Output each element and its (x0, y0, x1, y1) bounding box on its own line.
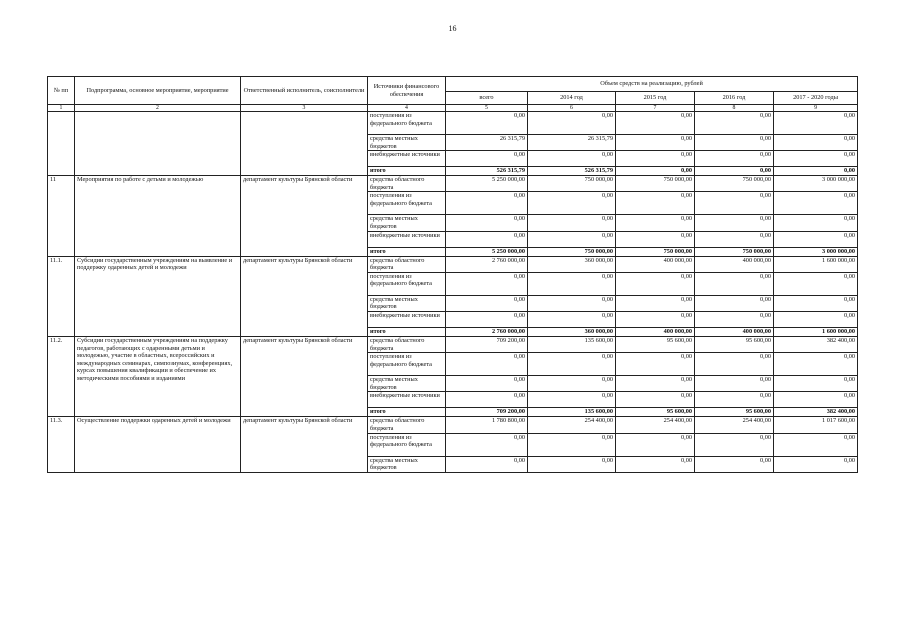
col-num-7: 7 (616, 105, 695, 112)
col-num-3: 3 (241, 105, 368, 112)
row-number (48, 112, 75, 176)
amount-cell: 0,00 (446, 353, 528, 376)
row-number: 11.2. (48, 336, 75, 416)
amount-cell: 0,00 (446, 231, 528, 247)
amount-cell: 750 000,00 (695, 176, 774, 192)
amount-cell: 0,00 (695, 151, 774, 167)
amount-cell: 0,00 (774, 167, 858, 176)
funding-source: внебюджетные источники (368, 311, 446, 327)
row-number: 11.3. (48, 417, 75, 472)
amount-cell: 0,00 (446, 151, 528, 167)
amount-cell: 0,00 (528, 112, 616, 135)
funding-source: поступления из федерального бюджета (368, 192, 446, 215)
funding-source: средства областного бюджета (368, 417, 446, 433)
amount-cell: 0,00 (695, 272, 774, 295)
amount-cell: 1 600 000,00 (774, 327, 858, 336)
header-program: Подпрограмма, основное мероприятие, мероприятие (75, 77, 241, 105)
funding-source: средства местных бюджетов (368, 376, 446, 392)
amount-cell: 0,00 (528, 392, 616, 408)
amount-cell: 0,00 (774, 311, 858, 327)
amount-cell: 1 780 800,00 (446, 417, 528, 433)
amount-cell: 2 760 000,00 (446, 327, 528, 336)
amount-cell: 0,00 (446, 215, 528, 231)
amount-cell: 135 600,00 (528, 336, 616, 352)
amount-cell: 382 400,00 (774, 336, 858, 352)
amount-cell: 0,00 (695, 112, 774, 135)
amount-cell: 750 000,00 (528, 176, 616, 192)
header-row-1 (48, 77, 858, 92)
amount-cell: 0,00 (446, 376, 528, 392)
amount-cell: 0,00 (528, 151, 616, 167)
amount-cell: 0,00 (695, 311, 774, 327)
col-num-9: 9 (774, 105, 858, 112)
col-num-2: 2 (75, 105, 241, 112)
header-2014: 2014 год (528, 92, 616, 105)
amount-cell: 0,00 (446, 272, 528, 295)
amount-cell: 254 400,00 (528, 417, 616, 433)
amount-cell: 0,00 (616, 433, 695, 456)
amount-cell: 0,00 (695, 192, 774, 215)
amount-cell: 0,00 (774, 456, 858, 472)
amount-cell: 0,00 (695, 135, 774, 151)
amount-cell: 95 600,00 (695, 408, 774, 417)
col-num-6: 6 (528, 105, 616, 112)
amount-cell: 0,00 (616, 192, 695, 215)
funding-source: итого (368, 247, 446, 256)
header-num: № пп (48, 77, 75, 105)
amount-cell: 0,00 (528, 433, 616, 456)
funding-source: средства местных бюджетов (368, 215, 446, 231)
header-volume: Объем средств на реализацию, рублей (446, 77, 858, 92)
funding-source: итого (368, 408, 446, 417)
col-num-4: 4 (368, 105, 446, 112)
amount-cell: 0,00 (774, 353, 858, 376)
row-number: 11 (48, 176, 75, 256)
amount-cell: 0,00 (695, 456, 774, 472)
funding-source: средства областного бюджета (368, 176, 446, 192)
amount-cell: 5 250 000,00 (446, 247, 528, 256)
amount-cell: 0,00 (446, 311, 528, 327)
amount-cell: 0,00 (528, 376, 616, 392)
amount-cell: 0,00 (616, 311, 695, 327)
amount-cell: 0,00 (446, 192, 528, 215)
row-number: 11.1. (48, 256, 75, 336)
amount-cell: 3 000 000,00 (774, 176, 858, 192)
column-number-row (48, 105, 858, 112)
amount-cell: 0,00 (616, 231, 695, 247)
amount-cell: 0,00 (528, 311, 616, 327)
header-executor: Ответственный исполнитель, соисполнители (241, 77, 368, 105)
program-name (75, 112, 241, 176)
amount-cell: 0,00 (774, 112, 858, 135)
amount-cell: 0,00 (616, 353, 695, 376)
funding-source: внебюджетные источники (368, 231, 446, 247)
amount-cell: 360 000,00 (528, 327, 616, 336)
amount-cell: 0,00 (528, 192, 616, 215)
col-num-1: 1 (48, 105, 75, 112)
amount-cell: 0,00 (616, 456, 695, 472)
amount-cell: 0,00 (695, 376, 774, 392)
amount-cell: 400 000,00 (616, 327, 695, 336)
funding-source: средства местных бюджетов (368, 135, 446, 151)
amount-cell: 709 200,00 (446, 336, 528, 352)
amount-cell: 750 000,00 (616, 176, 695, 192)
amount-cell: 0,00 (616, 135, 695, 151)
amount-cell: 0,00 (695, 433, 774, 456)
amount-cell: 0,00 (774, 295, 858, 311)
amount-cell: 526 315,79 (446, 167, 528, 176)
table-row (48, 112, 858, 135)
funding-source: итого (368, 327, 446, 336)
executor-name: департамент культуры Брянской области (241, 417, 368, 472)
amount-cell: 0,00 (616, 112, 695, 135)
program-name: Мероприятия по работе с детьми и молодежью (75, 176, 241, 256)
amount-cell: 400 000,00 (616, 256, 695, 272)
page-number: 16 (448, 24, 457, 33)
amount-cell: 709 200,00 (446, 408, 528, 417)
amount-cell: 0,00 (616, 392, 695, 408)
amount-cell: 1 600 000,00 (774, 256, 858, 272)
funding-source: поступления из федерального бюджета (368, 353, 446, 376)
amount-cell: 0,00 (774, 192, 858, 215)
amount-cell: 1 017 600,00 (774, 417, 858, 433)
amount-cell: 400 000,00 (695, 256, 774, 272)
amount-cell: 360 000,00 (528, 256, 616, 272)
amount-cell: 0,00 (695, 167, 774, 176)
funding-source: средства местных бюджетов (368, 295, 446, 311)
amount-cell: 26 315,79 (446, 135, 528, 151)
header-2016: 2016 год (695, 92, 774, 105)
executor-name: департамент культуры Брянской области (241, 336, 368, 416)
amount-cell: 0,00 (528, 215, 616, 231)
program-name: Субсидии государственным учреждениям на выявление и поддержку одаренных детей и молодежи (75, 256, 241, 336)
amount-cell: 95 600,00 (616, 408, 695, 417)
amount-cell: 254 400,00 (616, 417, 695, 433)
header-2015: 2015 год (616, 92, 695, 105)
amount-cell: 3 000 000,00 (774, 247, 858, 256)
amount-cell: 0,00 (528, 353, 616, 376)
amount-cell: 0,00 (616, 151, 695, 167)
funding-source: итого (368, 167, 446, 176)
col-num-8: 8 (695, 105, 774, 112)
program-name: Осуществление поддержки одаренных детей и молодежи (75, 417, 241, 472)
amount-cell: 254 400,00 (695, 417, 774, 433)
col-num-5: 5 (446, 105, 528, 112)
header-total: всего (446, 92, 528, 105)
amount-cell: 135 600,00 (528, 408, 616, 417)
amount-cell: 95 600,00 (695, 336, 774, 352)
header-source: Источники финансового обеспечения (368, 77, 446, 105)
amount-cell: 5 250 000,00 (446, 176, 528, 192)
executor-name (241, 112, 368, 176)
executor-name: департамент культуры Брянской области (241, 176, 368, 256)
amount-cell: 0,00 (528, 295, 616, 311)
amount-cell: 0,00 (446, 392, 528, 408)
funding-source: средства местных бюджетов (368, 456, 446, 472)
executor-name: департамент культуры Брянской области (241, 256, 368, 336)
funding-source: поступления из федерального бюджета (368, 112, 446, 135)
amount-cell: 0,00 (695, 392, 774, 408)
table-row (48, 336, 858, 352)
amount-cell: 0,00 (774, 215, 858, 231)
amount-cell: 0,00 (446, 112, 528, 135)
budget-table (47, 76, 858, 473)
amount-cell: 0,00 (695, 353, 774, 376)
amount-cell: 750 000,00 (616, 247, 695, 256)
funding-source: средства областного бюджета (368, 336, 446, 352)
table-body (48, 77, 858, 473)
amount-cell: 0,00 (616, 272, 695, 295)
amount-cell: 0,00 (528, 272, 616, 295)
amount-cell: 0,00 (774, 376, 858, 392)
amount-cell: 0,00 (695, 295, 774, 311)
amount-cell: 750 000,00 (695, 247, 774, 256)
amount-cell: 0,00 (695, 231, 774, 247)
amount-cell: 0,00 (774, 151, 858, 167)
amount-cell: 0,00 (774, 392, 858, 408)
amount-cell: 400 000,00 (695, 327, 774, 336)
amount-cell: 0,00 (774, 135, 858, 151)
amount-cell: 95 600,00 (616, 336, 695, 352)
header-2017-2020: 2017 - 2020 годы (774, 92, 858, 105)
funding-source: средства областного бюджета (368, 256, 446, 272)
amount-cell: 0,00 (528, 231, 616, 247)
amount-cell: 382 400,00 (774, 408, 858, 417)
amount-cell: 0,00 (774, 231, 858, 247)
amount-cell: 0,00 (774, 272, 858, 295)
funding-source: внебюджетные источники (368, 392, 446, 408)
amount-cell: 0,00 (446, 433, 528, 456)
amount-cell: 0,00 (616, 167, 695, 176)
amount-cell: 0,00 (695, 215, 774, 231)
table-row (48, 176, 858, 192)
amount-cell: 0,00 (446, 295, 528, 311)
amount-cell: 0,00 (616, 215, 695, 231)
amount-cell: 0,00 (774, 433, 858, 456)
amount-cell: 0,00 (446, 456, 528, 472)
amount-cell: 526 315,79 (528, 167, 616, 176)
amount-cell: 2 760 000,00 (446, 256, 528, 272)
funding-source: поступления из федерального бюджета (368, 272, 446, 295)
amount-cell: 0,00 (616, 376, 695, 392)
amount-cell: 26 315,79 (528, 135, 616, 151)
program-name: Субсидии государственным учреждениям на поддержку педагогов, работающих с одаренными детьми и молодежью, участие в областных, всероссийских и международных семинарах, симпозиумах, конференциях, курсах повышения квалификации и обеспечение их методическими пособиями и изданиями (75, 336, 241, 416)
funding-source: внебюджетные источники (368, 151, 446, 167)
amount-cell: 750 000,00 (528, 247, 616, 256)
amount-cell: 0,00 (528, 456, 616, 472)
table-row (48, 256, 858, 272)
funding-source: поступления из федерального бюджета (368, 433, 446, 456)
amount-cell: 0,00 (616, 295, 695, 311)
table-row (48, 417, 858, 433)
